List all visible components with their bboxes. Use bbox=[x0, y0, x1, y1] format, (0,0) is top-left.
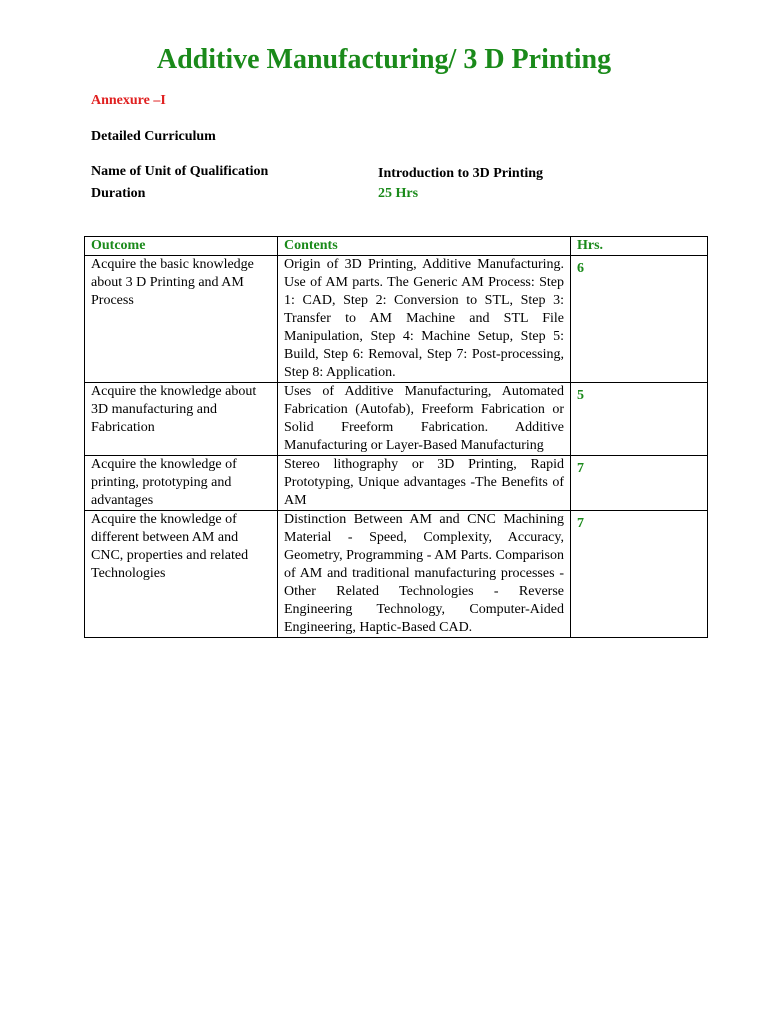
unit-label: Name of Unit of Qualification bbox=[91, 164, 269, 179]
outcome-cell: Acquire the knowledge of different between AM and CNC, properties and related Technologies bbox=[85, 511, 278, 638]
table-row bbox=[85, 456, 708, 511]
page-title: Additive Manufacturing/ 3 D Printing bbox=[156, 44, 612, 75]
table-header-row bbox=[85, 237, 708, 256]
outcome-cell: Acquire the knowledge about 3D manufacturing and Fabrication bbox=[85, 383, 278, 456]
contents-cell: Uses of Additive Manufacturing, Automated Fabrication (Autofab), Freeform Fabrication or Solid Freeform Fabrication. Additive Manufacturing or Layer-Based Manufacturing bbox=[278, 383, 571, 456]
outcome-cell: Acquire the knowledge of printing, prototyping and advantages bbox=[85, 456, 278, 511]
table-row bbox=[85, 256, 708, 383]
annexure-label: Annexure –I bbox=[91, 93, 166, 108]
header-outcome: Outcome bbox=[85, 237, 278, 256]
outcome-cell: Acquire the basic knowledge about 3 D Printing and AM Process bbox=[85, 256, 278, 383]
table-row bbox=[85, 383, 708, 456]
hrs-cell: 7 bbox=[571, 456, 708, 511]
contents-cell: Distinction Between AM and CNC Machining Material - Speed, Complexity, Accuracy, Geometry, Programming - AM Parts. Comparison of AM and traditional manufacturing processes - Other Related Technologies - Reverse Engineering Technology, Computer-Aided Engineering, Haptic-Based CAD. bbox=[278, 511, 571, 638]
unit-value: Introduction to 3D Printing bbox=[378, 166, 544, 181]
curriculum-table bbox=[84, 236, 708, 638]
duration-label: Duration bbox=[91, 186, 146, 201]
section-heading: Detailed Curriculum bbox=[91, 129, 216, 144]
table-row bbox=[85, 511, 708, 638]
contents-cell: Stereo lithography or 3D Printing, Rapid Prototyping, Unique advantages -The Benefits of AM bbox=[278, 456, 571, 511]
hrs-cell: 5 bbox=[571, 383, 708, 456]
hrs-cell: 7 bbox=[571, 511, 708, 638]
hrs-cell: 6 bbox=[571, 256, 708, 383]
contents-cell: Origin of 3D Printing, Additive Manufacturing. Use of AM parts. The Generic AM Process: Step 1: CAD, Step 2: Conversion to STL, Step 3: Transfer to AM Machine and STL File Manipulation, Step 4: Machine Setup, Step 5: Build, Step 6: Removal, Step 7: Post-processing, Step 8: Application. bbox=[278, 256, 571, 383]
header-contents: Contents bbox=[278, 237, 571, 256]
duration-value: 25 Hrs bbox=[378, 186, 419, 201]
header-hrs: Hrs. bbox=[571, 237, 708, 256]
